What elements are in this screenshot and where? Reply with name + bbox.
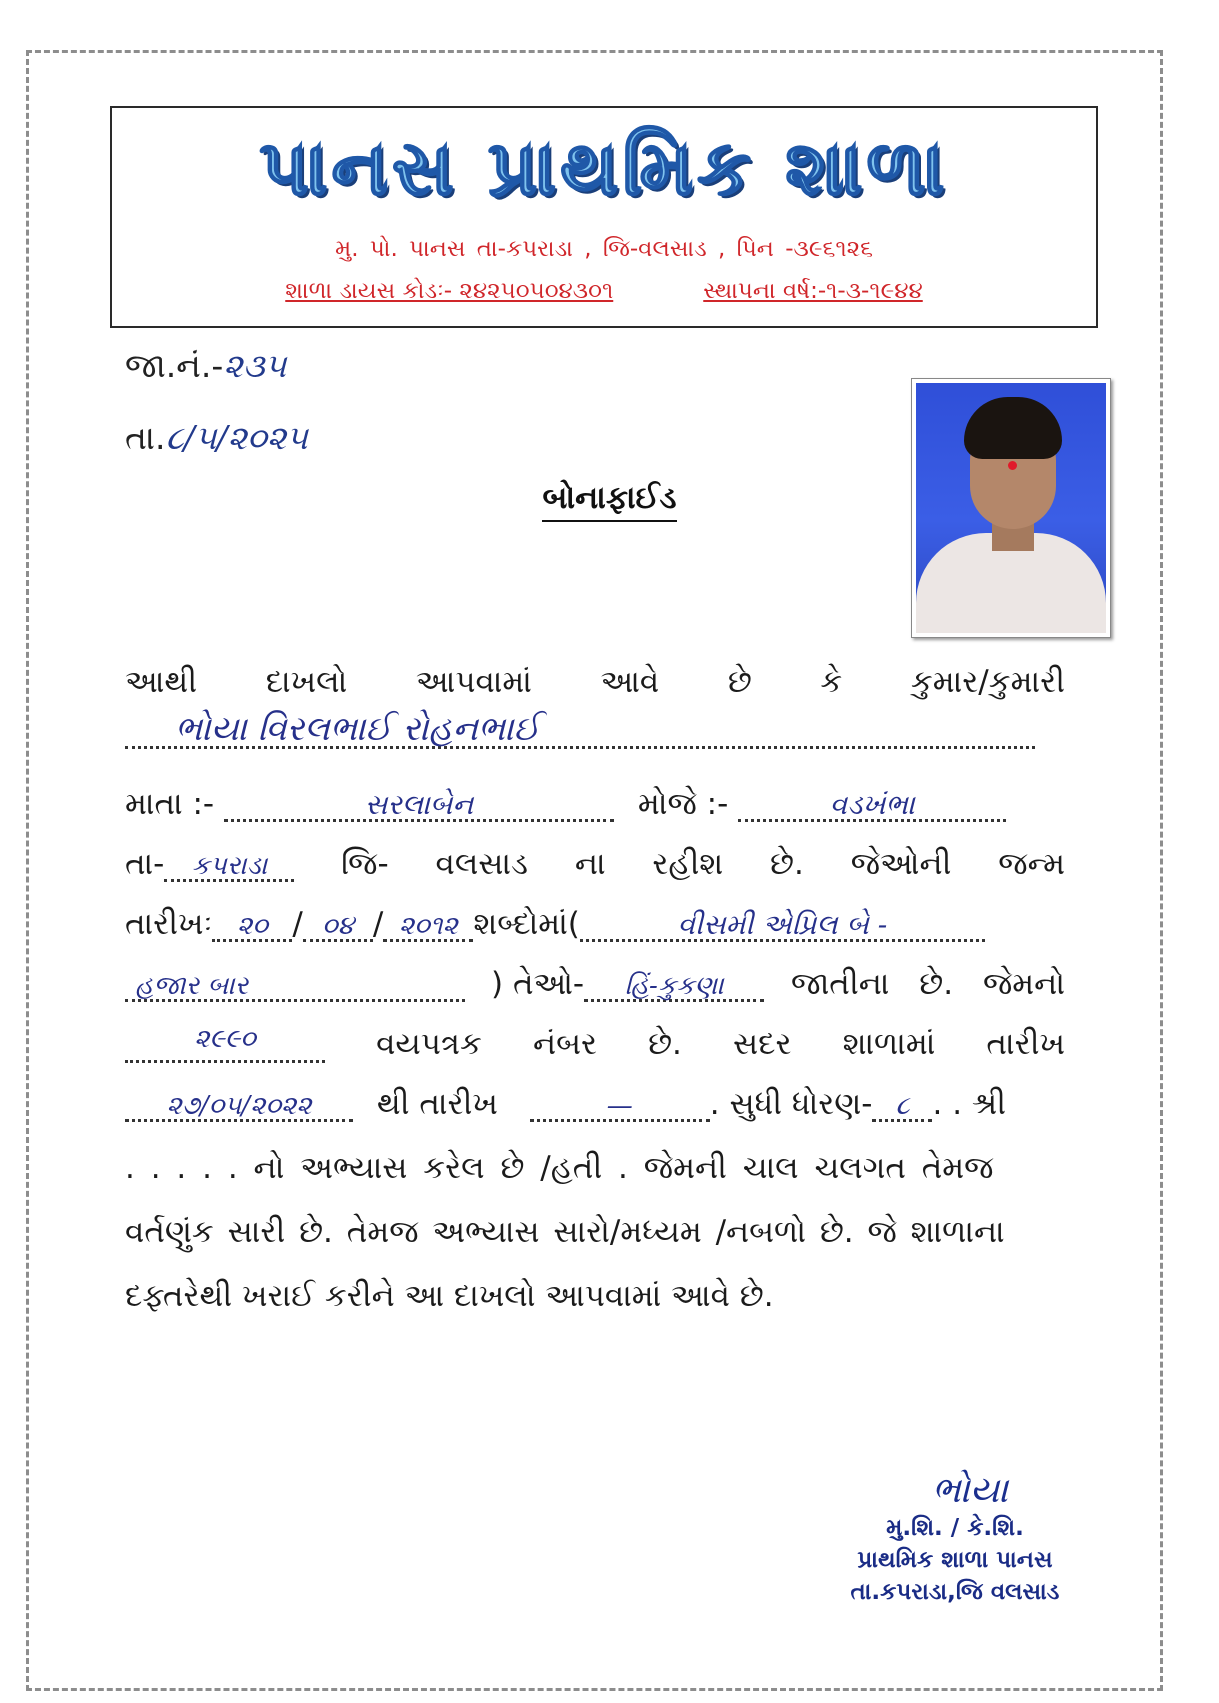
reference-number xyxy=(125,346,286,386)
village-name: વડખંભા xyxy=(738,791,1006,822)
student-name-line xyxy=(125,709,1035,749)
reference-date xyxy=(125,418,308,458)
signature: ભોયા xyxy=(931,1470,1009,1511)
birth-year: ૨૦૧૨ xyxy=(383,913,473,942)
mother-name: સરલાબેન xyxy=(224,791,614,822)
letterhead xyxy=(110,106,1098,328)
dise-code: શાળા ડાયસ કોડઃ- ૨૪૨૫૦૫૦૪૩૦૧ xyxy=(285,278,614,304)
closing-line: દફ્તરેથી ખરાઈ કરીને આ દાખલો આપવામાં આવે છે. xyxy=(125,1278,774,1314)
established-year: સ્થાપના વર્ષ:-૧-૩-૧૯૪૪ xyxy=(703,278,923,304)
signature-block xyxy=(835,1470,1075,1608)
school-name: પાનસ પ્રાથમિક શાળા xyxy=(259,123,949,212)
reference-number-value: ૨૩૫ xyxy=(223,346,287,385)
school-address: મુ. પો. પાનસ તા-કપરાડા , જિ-વલસાડ , પિન -૩૯૬૧૨૬ xyxy=(335,236,873,262)
reference-date-value: ૮/૫/૨૦૨૫ xyxy=(165,418,308,457)
taluka-name: કપરાડા xyxy=(164,853,294,882)
birth-date-line: તારીખઃ ૨૦ / ૦૪ / ૨૦૧૨ શબ્દોમાં( વીસમી એપ્રિલ બે - xyxy=(125,906,1065,943)
conduct-line: વર્તણુંક સારી છે. તેમજ અભ્યાસ સારો/મધ્યમ /નબળો છે. જે શાળાના xyxy=(125,1214,1005,1250)
birth-date-words-2: હજાર બાર xyxy=(125,973,465,1002)
leaving-date: — xyxy=(530,1093,710,1122)
student-name: ભોયા વિરલભાઈ રોહનભાઈ xyxy=(125,712,1035,749)
signatory-school: પ્રાથમિક શાળા પાનસ xyxy=(857,1547,1053,1573)
signatory-designation: મુ.શિ. / કે.શિ. xyxy=(886,1515,1024,1541)
intro-line: આથી દાખલો આપવામાં આવે છે કે કુમાર/કુમારી xyxy=(125,664,1065,700)
admission-date: ૨૭/૦૫/૨૦૨૨ xyxy=(125,1093,353,1122)
study-status-line: . . . . . નો અભ્યાસ કરેલ છે /હતી . જેમની ચાલ ચલગત તેમજ xyxy=(125,1150,994,1186)
birth-day: ૨૦ xyxy=(212,913,292,942)
reference-number-label: જા.નં.- xyxy=(125,346,224,385)
birth-date-words-1: વીસમી એપ્રિલ બે - xyxy=(580,911,985,942)
signatory-location: તા.કપરાડા,જિ વલસાડ xyxy=(850,1579,1060,1605)
caste-name: હિં-કુકણા xyxy=(584,973,764,1002)
study-period-line: ૨૭/૦૫/૨૦૨૨ થી તારીખ — . સુધી ધોરણ- ૮ . . શ્રી xyxy=(125,1086,1065,1123)
school-codes xyxy=(112,278,1096,304)
standard-value: ૮ xyxy=(872,1093,932,1122)
residence-line: તા- કપરાડા જિ- વલસાડ ના રહીશ છે. જેઓની જન્મ xyxy=(125,846,1065,882)
reference-date-label: તા. xyxy=(125,418,166,457)
caste-line: હજાર બાર ) તેઓ- હિં-કુકણા જાતીના છે. જેમનો xyxy=(125,966,1065,1003)
certificate-title: બોનાફાઈડ xyxy=(0,480,1219,517)
register-number: ૨૯૯૦ xyxy=(125,1026,325,1063)
register-line: ૨૯૯૦ વયપત્રક નંબર છે. સદર શાળામાં તારીખ xyxy=(125,1026,1065,1063)
birth-month: ૦૪ xyxy=(303,913,373,942)
mother-village-line: માતા :- સરલાબેન મોજે :- વડખંભા xyxy=(125,786,1065,823)
